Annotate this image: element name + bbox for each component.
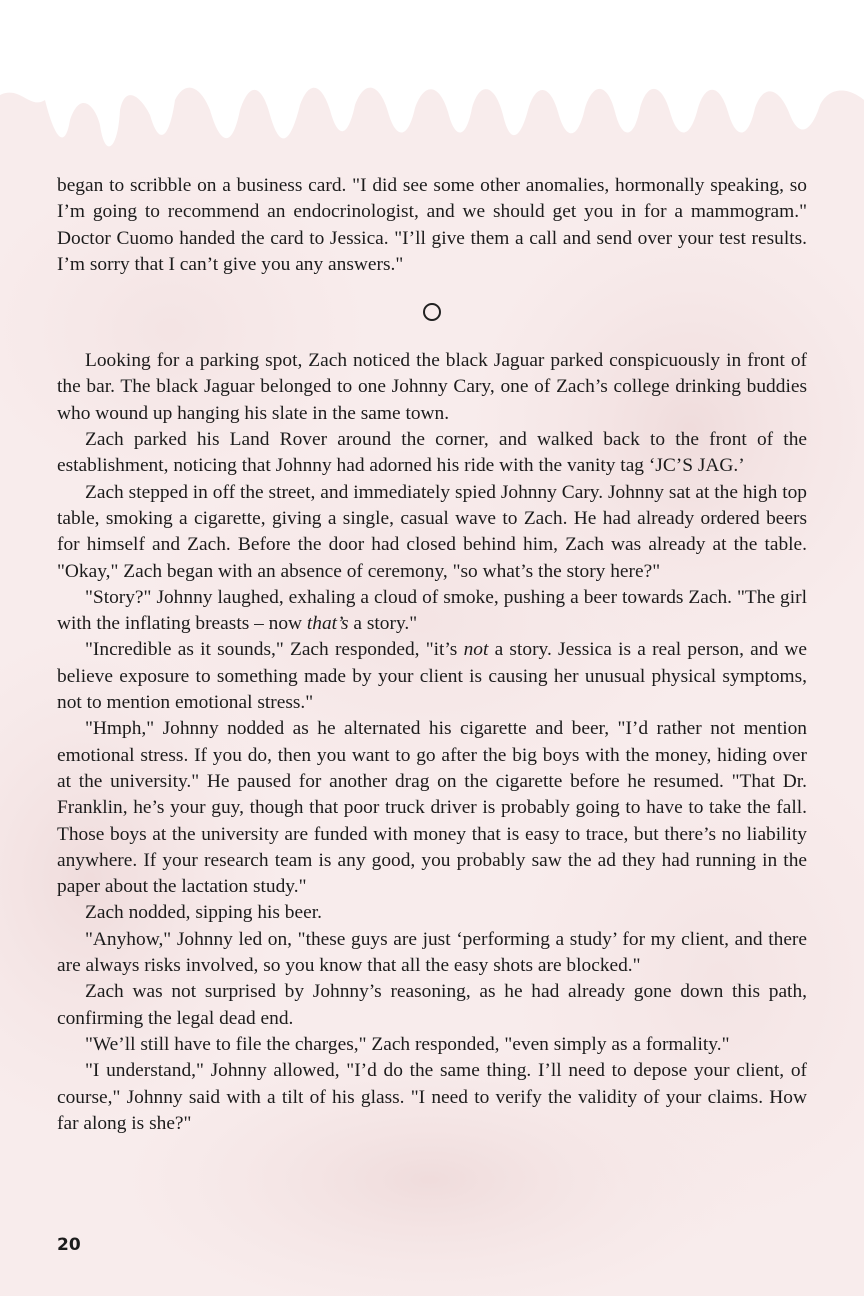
paragraph <box>57 585 807 638</box>
paragraph: "We’ll still have to file the charges," Zach responded, "even simply as a formality." <box>85 1033 730 1055</box>
paragraph: "Anyhow," Johnny led on, "these guys are just ‘performing a study’ for my client, and there are always risks involved, so you know that all the easy shots are blocked." <box>57 928 807 977</box>
paragraph: began to scribble on a business card. "I did see some other anomalies, hormonally speaking, so I’m going to recommend an endocrinologist, and we should get you in for a mammogram." Doctor Cuomo handed the card to Jessica. "I’ll give them a call and send over your test results. I’m sorry that I can’t give you any answers." <box>57 175 807 275</box>
paragraph-text: "Incredible as it sounds," Zach responded, "it’s <box>85 639 464 661</box>
paragraph <box>57 637 807 716</box>
scene-break <box>57 298 807 326</box>
paragraph: Looking for a parking spot, Zach noticed the black Jaguar parked conspicuously in front of the bar. The black Jaguar belonged to one Johnny Cary, one of Zach’s college drinking buddies who wound up hanging his slate in the same town. <box>57 350 807 424</box>
paragraph: "Hmph," Johnny nodded as he alternated his cigarette and beer, "I’d rather not mention emotional stress. If you do, then you want to go after the big boys with the money, hiding over at the university." He paused for another drag on the cigarette before he resumed. "That Dr. Franklin, he’s your guy, though that poor truck driver is probably going to have to take the fall. Those boys at the university are funded with money that is easy to trace, but there’s no liability anywhere. If your research team is any good, you probably saw the ad they had running in the paper about the lactation study." <box>57 718 807 898</box>
paragraph: Zach stepped in off the street, and immediately spied Johnny Cary. Johnny sat at the high top table, smoking a cigarette, giving a single, casual wave to Zach. He had already ordered beers for himself and Zach. Before the door had closed behind him, Zach was already at the table. "Okay," Zach began with an absence of ceremony, "so what’s the story here?" <box>57 481 807 582</box>
emphasis-text: that’s <box>306 613 349 635</box>
paragraph: "I understand," Johnny allowed, "I’d do the same thing. I’ll need to depose your client, of course," Johnny said with a tilt of his glass. "I need to verify the validity of your claims. How far along is she?" <box>57 1060 807 1134</box>
paragraph-text: a story." <box>348 613 418 635</box>
paragraph: Zach parked his Land Rover around the corner, and walked back to the front of the establishment, noticing that Johnny had adorned his ride with the vanity tag ‘JC’S JAG.’ <box>57 429 807 477</box>
paragraph-text: "Story?" Johnny laughed, exhaling a cloud of smoke, pushing a beer towards Zach. "The girl with the inflating breasts – now <box>57 586 807 635</box>
paragraph: Zach nodded, sipping his beer. <box>85 902 322 924</box>
page-number: 20 <box>57 1235 81 1255</box>
emphasis-text: not <box>463 639 489 661</box>
paragraph: Zach was not surprised by Johnny’s reasoning, as he had already gone down this path, confirming the legal dead end. <box>57 981 807 1029</box>
circle-ornament-icon <box>423 303 441 321</box>
paragraph-text: a story. Jessica is a real person, and we believe exposure to something made by your client is causing her unusual physical symptoms, not to mention emotional stress." <box>57 639 807 714</box>
book-page-text <box>57 173 807 1137</box>
